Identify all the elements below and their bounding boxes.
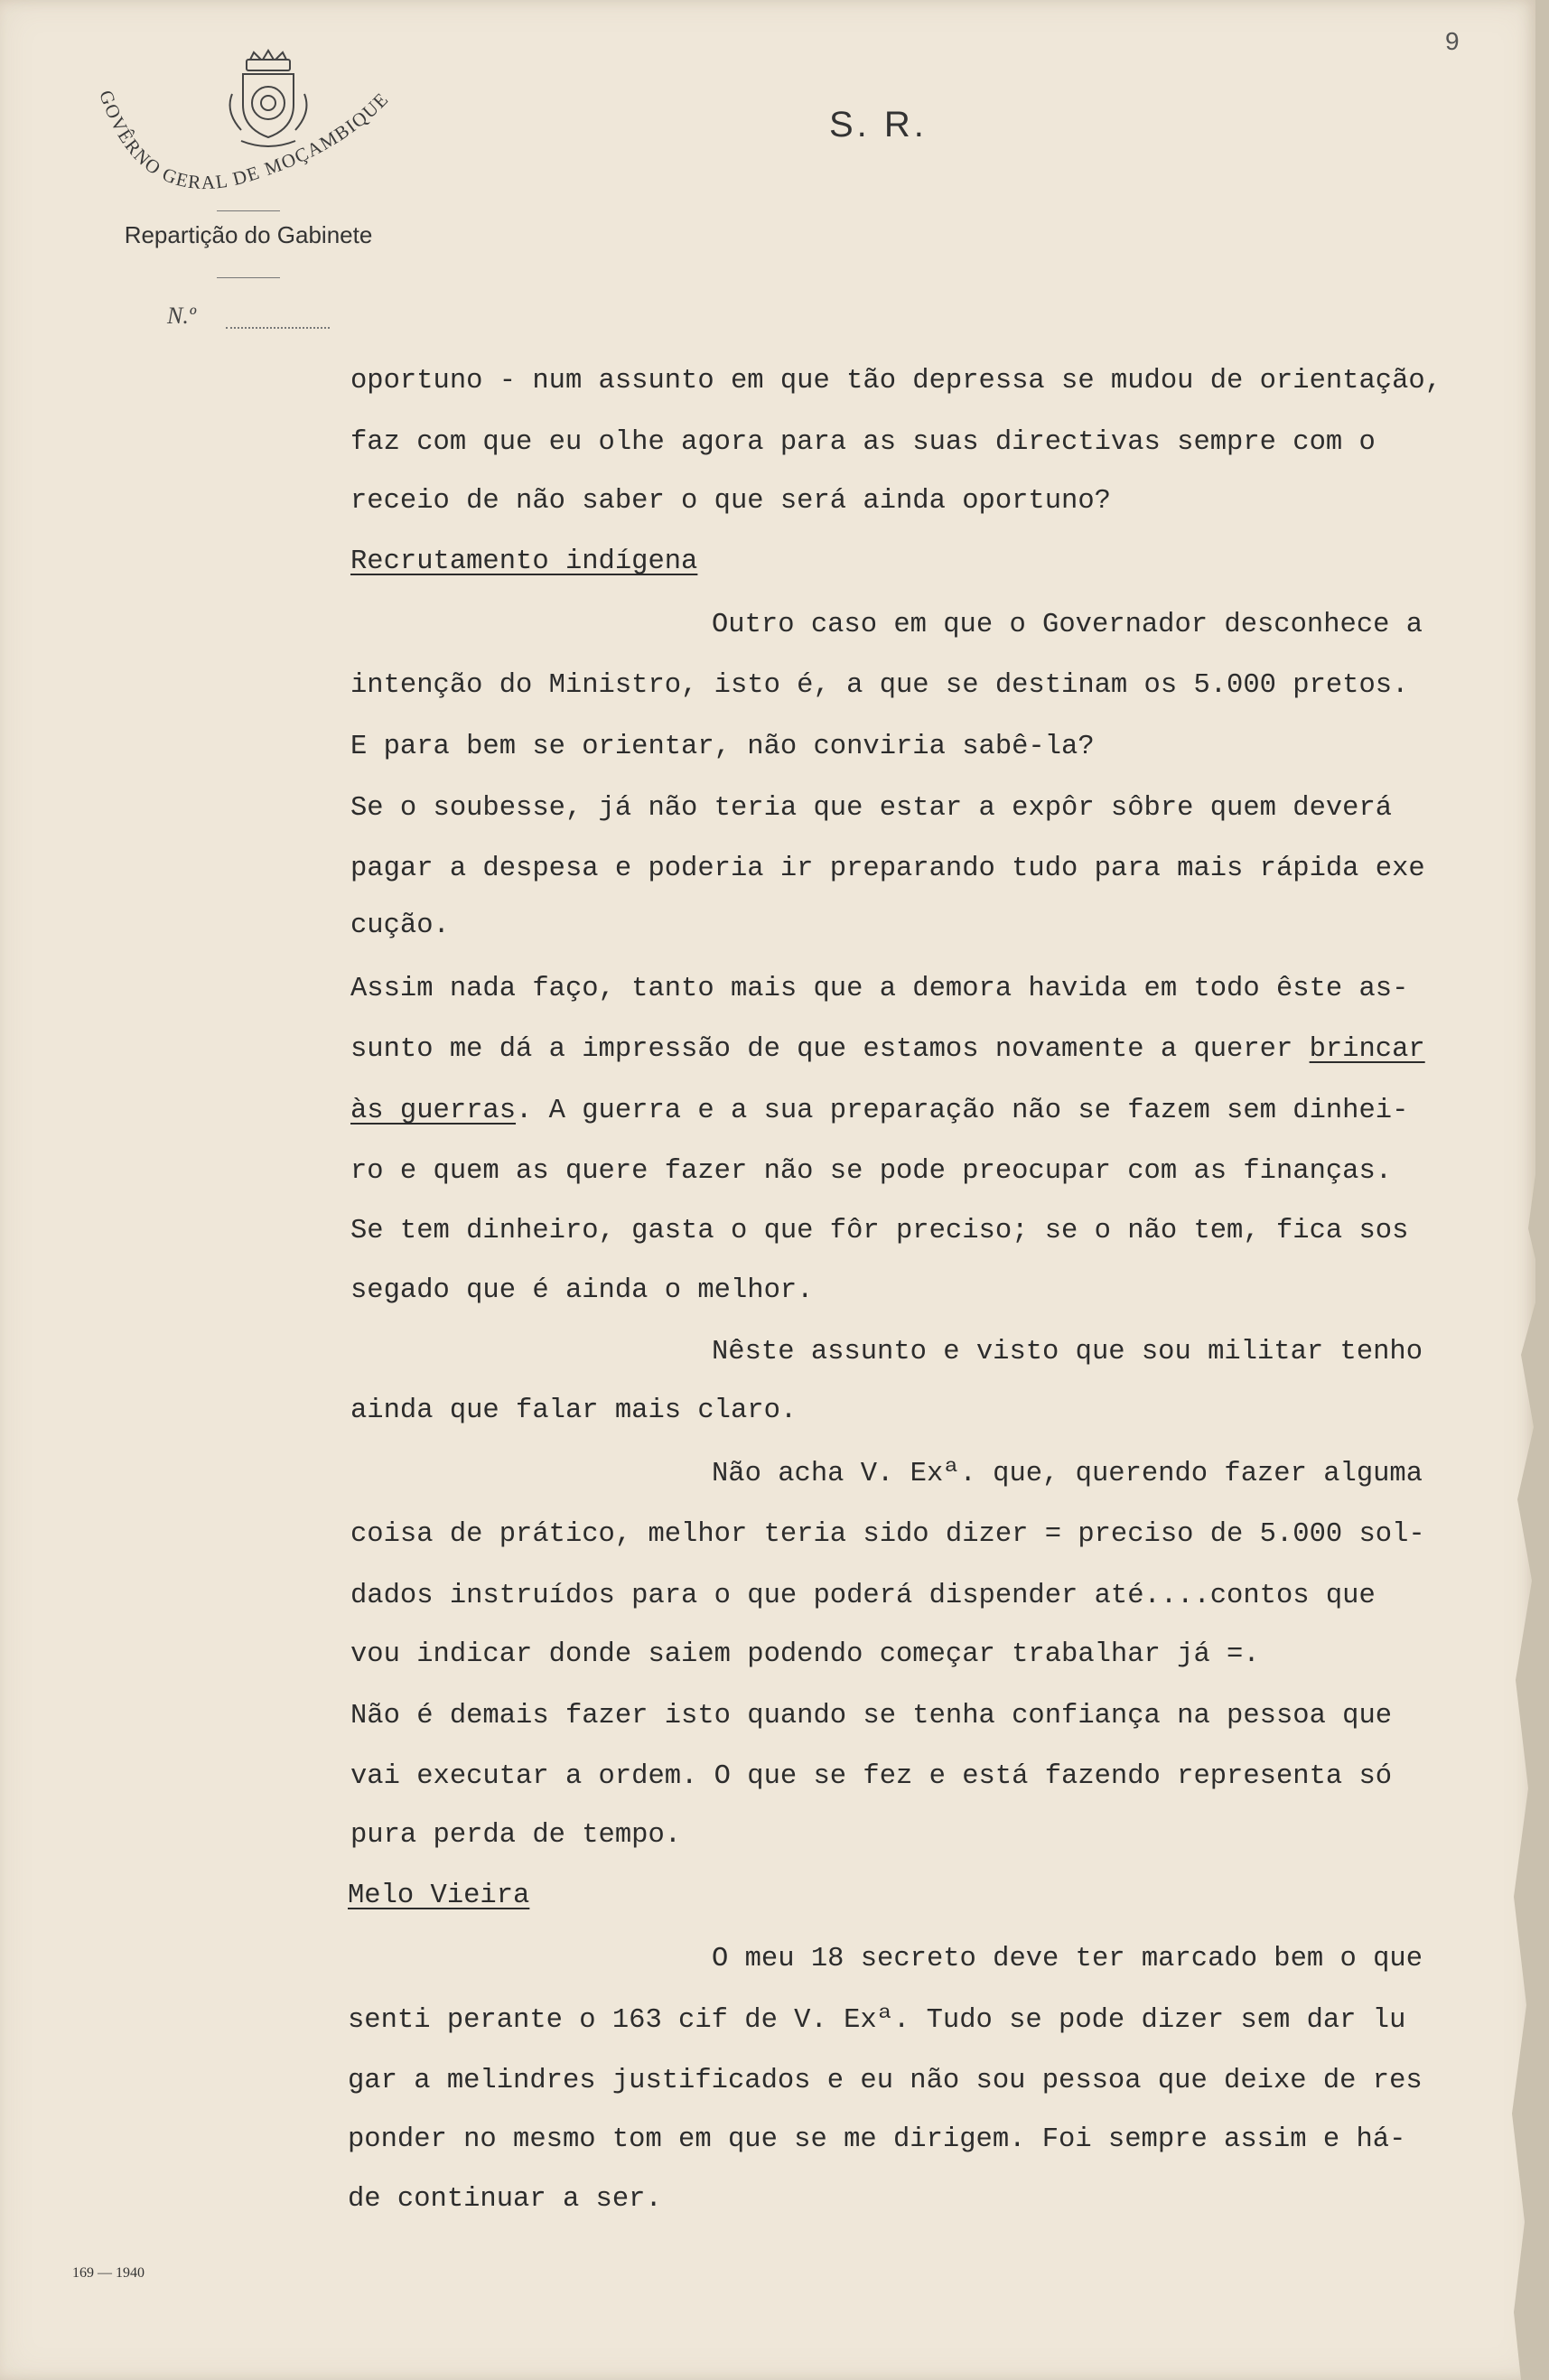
body-line: Se tem dinheiro, gasta o que fôr preciso; se o não tem, fica sos — [350, 1216, 1409, 1246]
reference-number-blank — [226, 327, 330, 329]
body-line: ponder no mesmo tom em que se me dirigem. Foi sempre assim e há- — [348, 2124, 1406, 2155]
torn-edge — [1481, 1174, 1549, 2380]
office-name: Repartição do Gabinete — [124, 221, 373, 248]
printer-mark: 169 — 1940 — [72, 2265, 145, 2281]
body-line: coisa de prático, melhor teria sido dizer = preciso de 5.000 sol- — [350, 1519, 1425, 1550]
letterhead-rule — [217, 277, 280, 278]
body-line: Se o soubesse, já não teria que estar a expôr sôbre quem deverá — [350, 793, 1393, 824]
body-line: E para bem se orientar, não conviria sabê-la? — [350, 732, 1095, 762]
body-line: às guerras. A guerra e a sua preparação não se fazem sem dinhei- — [350, 1096, 1409, 1126]
body-line: pura perda de tempo. — [350, 1820, 682, 1851]
svg-text:GOVÊRNO GERAL DE MOÇAMBIQUE — [95, 88, 393, 193]
crest-icon — [230, 51, 307, 146]
body-line: segado que é ainda o melhor. — [350, 1275, 814, 1306]
underlined-phrase: às guerras — [350, 1096, 517, 1126]
page-number: 9 — [1445, 27, 1460, 55]
body-line: oportuno - num assunto em que tão depressa se mudou de orientação, — [350, 366, 1442, 397]
body-line: senti perante o 163 cif de V. Exª. Tudo se pode dizer sem dar lu — [348, 2005, 1406, 2036]
body-line: Outro caso em que o Governador desconhece a — [712, 610, 1423, 640]
body-line: ro e quem as quere fazer não se pode preocupar com as finanças. — [350, 1156, 1393, 1187]
body-line: O meu 18 secreto deve ter marcado bem o que — [712, 1944, 1423, 1974]
body-line: faz com que eu olhe agora para as suas directivas sempre com o — [350, 427, 1376, 458]
body-line: sunto me dá a impressão de que estamos novamente a querer brincar — [350, 1034, 1425, 1065]
body-line: vou indicar donde saiem podendo começar trabalhar já =. — [350, 1639, 1260, 1670]
letterhead-rule — [217, 210, 280, 211]
classification-mark: S. R. — [829, 105, 928, 145]
body-line: pagar a despesa e poderia ir preparando tudo para mais rápida exe — [350, 854, 1425, 884]
section-heading: Melo Vieira — [348, 1881, 530, 1911]
body-line: Não é demais fazer isto quando se tenha confiança na pessoa que — [350, 1701, 1393, 1731]
body-line: receio de não saber o que será ainda oportuno? — [350, 486, 1111, 517]
underlined-phrase: brincar — [1309, 1034, 1425, 1065]
body-line: Não acha V. Exª. que, querendo fazer alguma — [712, 1459, 1423, 1489]
reference-number-label: N.º — [167, 303, 196, 329]
coat-of-arms-seal — [86, 43, 429, 206]
body-line: vai executar a ordem. O que se fez e está fazendo representa só — [350, 1761, 1393, 1792]
body-line: Nêste assunto e visto que sou militar tenho — [712, 1337, 1423, 1367]
body-line: ainda que falar mais claro. — [350, 1395, 798, 1426]
body-line: cução. — [350, 910, 450, 941]
body-line: dados instruídos para o que poderá dispender até....contos que — [350, 1581, 1376, 1611]
body-line: Assim nada faço, tanto mais que a demora havida em todo êste as- — [350, 974, 1409, 1004]
body-line: gar a melindres justificados e eu não sou pessoa que deixe de res — [348, 2066, 1423, 2096]
seal-text: GOVÊRNO GERAL DE MOÇAMBIQUE — [95, 87, 394, 194]
section-heading: Recrutamento indígena — [350, 546, 698, 577]
body-line: intenção do Ministro, isto é, a que se destinam os 5.000 pretos. — [350, 670, 1409, 701]
body-line: de continuar a ser. — [348, 2184, 662, 2215]
